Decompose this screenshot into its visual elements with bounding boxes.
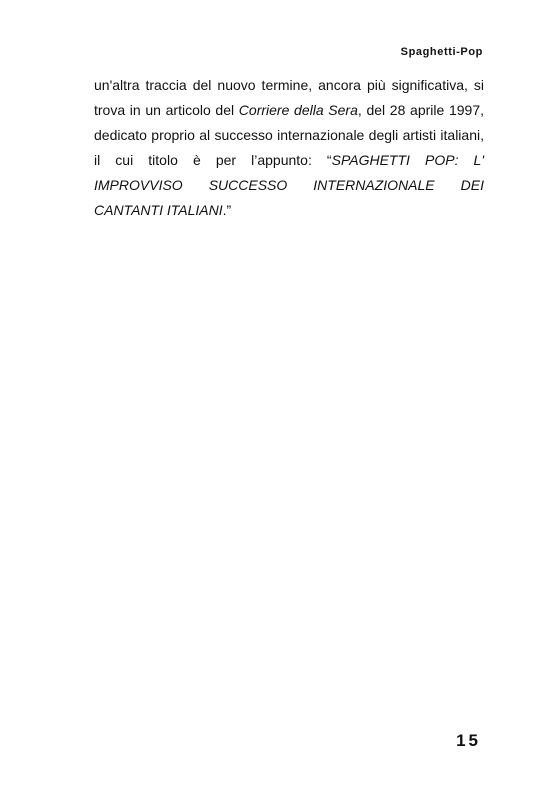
paragraph-text-1: un'altra traccia del nuovo termine, ancora più significativa, si trova in un articolo del xyxy=(94,77,484,118)
running-header: Spaghetti-Pop xyxy=(400,46,483,58)
paragraph-text-2: , del 28 aprile 1997, dedicato proprio al successo internazionale degli artisti italiani, il cui titolo è per l’appunto: “ xyxy=(94,102,485,168)
newspaper-title: Corriere della Sera xyxy=(238,102,358,118)
article-headline: SPAGHETTI POP: L' IMPROVVISO SUCCESSO INTERNAZIONALE DEI CANTANTI ITALIANI xyxy=(94,152,484,218)
body-paragraph xyxy=(94,73,484,223)
page-number: 15 xyxy=(456,731,481,750)
paragraph-text-3: .” xyxy=(222,202,232,218)
